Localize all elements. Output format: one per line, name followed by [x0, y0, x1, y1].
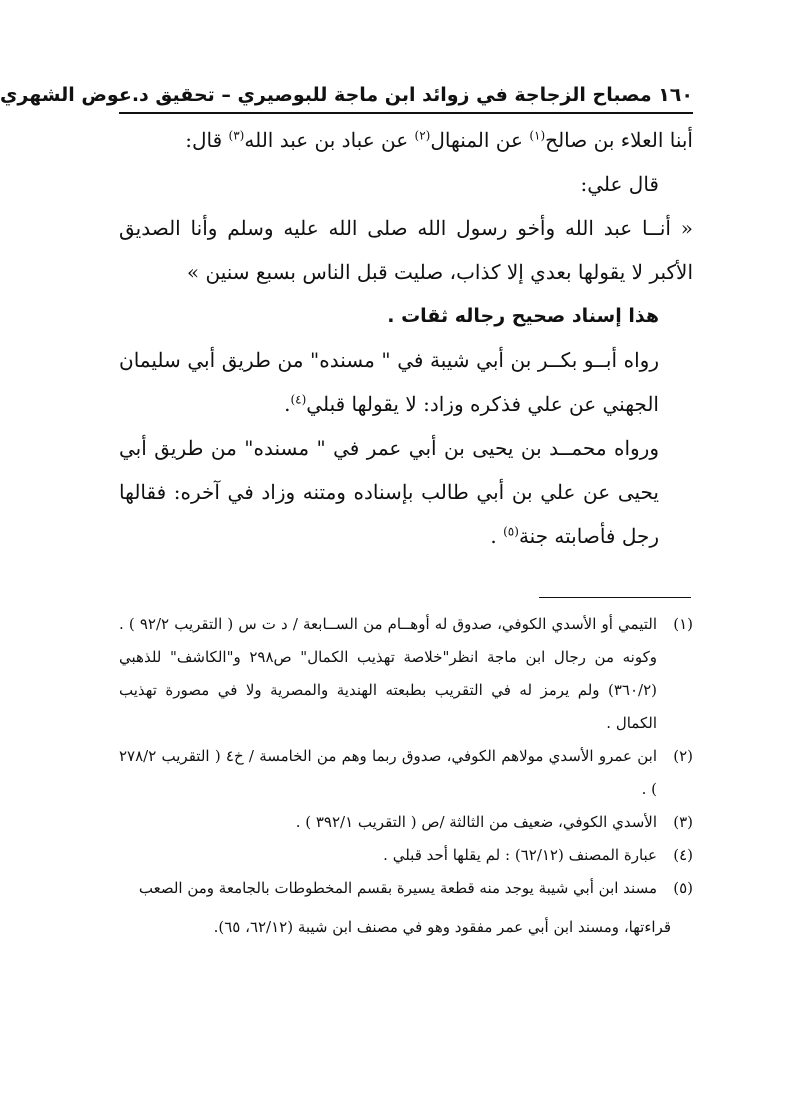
footnote-2 — [119, 740, 693, 806]
running-header: ١٦٠ مصباح الزجاجة في زوائد ابن ماجة للبوصيري – تحقيق د.عوض الشهري — [0, 84, 693, 106]
footnote-4 — [119, 839, 693, 872]
isnad-paragraph — [119, 118, 693, 162]
footnote-text: الأسدي الكوفي، ضعيف من الثالثة /ص ( التقريب ٣٩٢/١ ) . — [295, 813, 657, 831]
takhrij-1-end: . — [284, 392, 291, 416]
footnote-number: (٣) — [673, 813, 693, 831]
isnad-text-2: عن المنهال — [430, 128, 530, 152]
takhrij-paragraph-2 — [119, 426, 693, 558]
header-rule — [119, 112, 693, 114]
takhrij-paragraph-1 — [119, 338, 693, 426]
grading-statement: هذا إسناد صحيح رجاله ثقات . — [387, 305, 659, 327]
footnote-3 — [119, 806, 693, 839]
footnote-ref-3[interactable]: (٣) — [228, 128, 245, 143]
footnote-text: مسند ابن أبي شيبة يوجد منه قطعة يسيرة بقسم المخطوطات بالجامعة ومن الصعب — [138, 879, 657, 897]
takhrij-1-text: رواه أبــو بكــر بن أبي شيبة في " مسنده" من طريق أبي سليمان الجهني عن علي فذكره وزاد: لا يقولها قبلي — [119, 348, 659, 416]
isnad-text-4: قال: — [185, 128, 229, 152]
footnote-text: عبارة المصنف (٦٢/١٢) : لم يقلها أحد قبلي . — [383, 846, 657, 864]
footnote-continuation: قراءتها، ومسند ابن أبي عمر مفقود وهو في مصنف ابن شيبة (٦٢/١٢، ٦٥). — [213, 918, 671, 936]
footnote-5 — [119, 872, 693, 905]
speaker-line: قال علي: — [580, 172, 659, 196]
footnote-number: (٥) — [673, 879, 693, 897]
footnotes-section — [119, 608, 693, 944]
hadith-text: « أنــا عبد الله وأخو رسول الله صلى الله عليه وسلم وأنا الصديق الأكبر لا يقولها بعدي إلا كذاب، صليت قبل الناس بسبع سنين » — [119, 216, 693, 284]
main-text — [119, 118, 693, 558]
isnad-text-3: عن عباد بن عبد الله — [244, 128, 415, 152]
footnote-ref-1[interactable]: (١) — [529, 128, 546, 143]
footnote-ref-5[interactable]: (٥) — [503, 524, 519, 539]
isnad-text-1: أبنا العلاء بن صالح — [545, 128, 693, 152]
footnote-number: (٢) — [673, 747, 693, 765]
takhrij-2-end: . — [490, 524, 504, 548]
footnote-separator — [539, 597, 691, 598]
footnote-text: التيمي أو الأسدي الكوفي، صدوق له أوهــام من الســابعة / د ت س ( التقريب ٩٢/٢ ) . وكونه من رجال ابن ماجة انظر"خلاصة تهذيب الكمال" ص٢٩٨ و"الكاشف" للذهبي (٣٦٠/٢) ولم يرمز له في التقريب بطبعته الهندية والمصرية ولا في مصورة تهذيب الكمال . — [119, 615, 658, 732]
footnote-number: (١) — [673, 615, 693, 633]
footnote-number: (٤) — [673, 846, 693, 864]
footnote-1 — [119, 608, 693, 740]
footnote-text: ابن عمرو الأسدي مولاهم الكوفي، صدوق ربما وهم من الخامسة / خ٤ ( التقريب ٢٧٨/٢ ) . — [119, 747, 657, 798]
footnote-ref-2[interactable]: (٢) — [414, 128, 431, 143]
footnote-ref-4[interactable]: (٤) — [290, 392, 307, 407]
takhrij-2-text: ورواه محمــد بن يحيى بن أبي عمر في " مسنده" من طريق أبي يحيى عن علي بن أبي طالب بإسناده ومتنه وزاد في آخره: فقالها رجل فأصابته جنة — [119, 436, 659, 548]
